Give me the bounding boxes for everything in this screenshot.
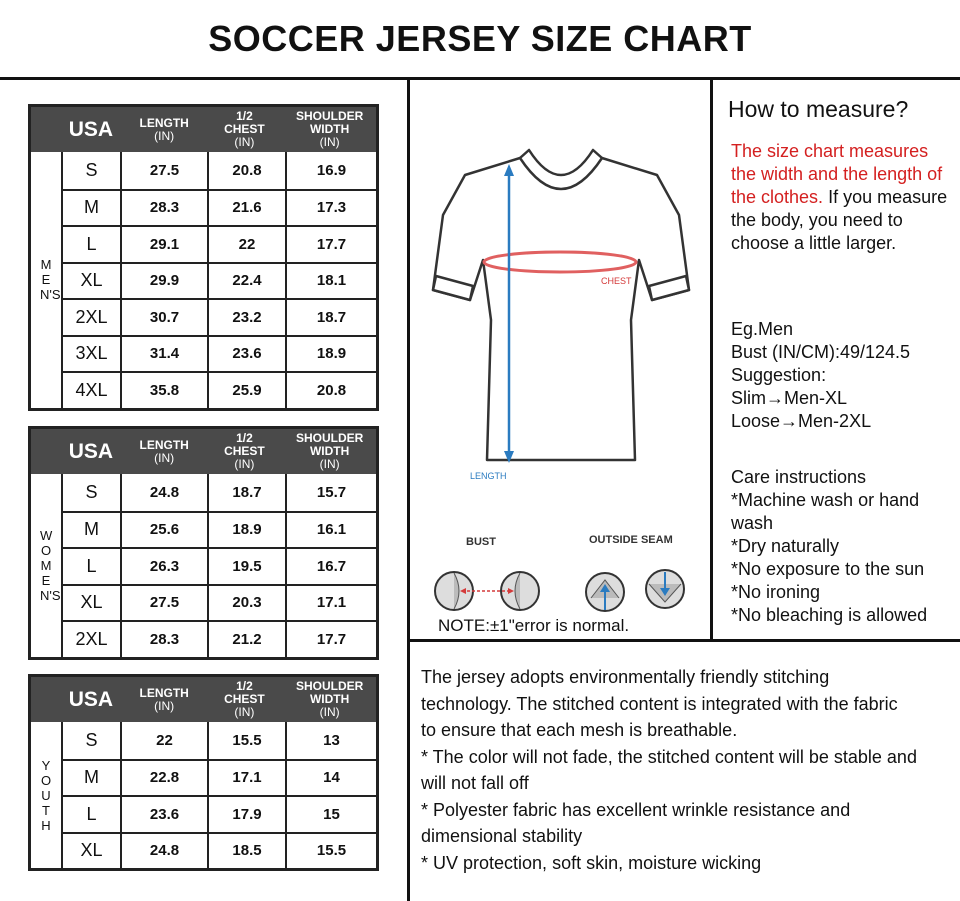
shoulder-cell: 17.3 bbox=[285, 191, 376, 226]
size-cell: M bbox=[84, 519, 99, 540]
top-divider bbox=[0, 77, 960, 80]
size-cell: 4XL bbox=[75, 379, 108, 400]
table-row bbox=[63, 795, 376, 832]
shoulder-cell: 17.1 bbox=[285, 586, 376, 621]
length-cell: 29.1 bbox=[120, 227, 207, 262]
chest-cell: 18.5 bbox=[207, 834, 285, 869]
chest-cell: 17.1 bbox=[207, 761, 285, 796]
chest-header-line: 1/2 bbox=[236, 109, 253, 123]
size-cell: L bbox=[86, 555, 97, 576]
size-cell: 3XL bbox=[75, 343, 108, 364]
fabric-description bbox=[421, 664, 951, 876]
usa-header: USA bbox=[68, 439, 114, 463]
table-header bbox=[31, 429, 376, 474]
bust-label: BUST bbox=[466, 536, 496, 548]
length-cell: 35.8 bbox=[120, 373, 207, 408]
shoulder-cell: 14 bbox=[285, 761, 376, 796]
description-line: * UV protection, soft skin, moisture wicking bbox=[421, 852, 762, 873]
table-row bbox=[63, 189, 376, 226]
chest-cell: 23.2 bbox=[207, 300, 285, 335]
length-label: LENGTH bbox=[470, 471, 507, 481]
example-line: Loose→Men-2XL bbox=[731, 411, 872, 431]
table-body bbox=[31, 152, 376, 408]
shoulder-header bbox=[283, 110, 376, 149]
table-rows bbox=[63, 474, 376, 657]
category-label-text: YOUTH bbox=[40, 757, 52, 833]
length-header-line: LENGTH bbox=[139, 115, 189, 130]
chest-header-line: (IN) bbox=[234, 705, 255, 719]
care-instructions bbox=[731, 466, 953, 627]
table-row bbox=[63, 547, 376, 584]
description-line: technology. The stitched content is integrated with the fabric bbox=[421, 693, 898, 714]
page-title: SOCCER JERSEY SIZE CHART bbox=[208, 18, 752, 59]
description-line: * Polyester fabric has excellent wrinkle resistance and bbox=[421, 799, 851, 820]
table-header bbox=[31, 677, 376, 722]
table-row bbox=[63, 225, 376, 262]
shoulder-header-line: WIDTH bbox=[309, 692, 350, 706]
care-line: *No exposure to the sun bbox=[731, 559, 925, 579]
category-label-text: MEN'S bbox=[40, 257, 61, 303]
shoulder-cell: 16.1 bbox=[285, 513, 376, 548]
length-header-line: LENGTH bbox=[139, 685, 189, 700]
length-cell: 22.8 bbox=[120, 761, 207, 796]
length-cell: 26.3 bbox=[120, 549, 207, 584]
shoulder-cell: 18.7 bbox=[285, 300, 376, 335]
size-cell: L bbox=[86, 803, 97, 824]
length-header-line: (IN) bbox=[154, 698, 175, 713]
chest-cell: 22 bbox=[207, 227, 285, 262]
shoulder-cell: 16.9 bbox=[285, 152, 376, 189]
length-cell: 28.3 bbox=[120, 191, 207, 226]
shoulder-cell: 17.7 bbox=[285, 227, 376, 262]
outside-seam-detail-icon bbox=[583, 566, 693, 614]
measure-red-text: The size chart measures the width and the length of the clothes. bbox=[731, 141, 943, 207]
table-row bbox=[63, 832, 376, 869]
chest-cell: 25.9 bbox=[207, 373, 285, 408]
chest-header-line: 1/2 bbox=[236, 679, 253, 693]
size-cell: S bbox=[85, 729, 98, 750]
shoulder-cell: 13 bbox=[285, 722, 376, 759]
size-cell: XL bbox=[80, 592, 103, 613]
table-row bbox=[63, 298, 376, 335]
shoulder-header bbox=[283, 432, 376, 471]
usa-header: USA bbox=[68, 687, 114, 711]
jersey-diagram bbox=[425, 140, 705, 490]
care-line: *Machine wash or hand wash bbox=[731, 490, 920, 533]
table-row bbox=[63, 722, 376, 759]
length-header bbox=[123, 439, 206, 465]
chest-cell: 18.7 bbox=[207, 474, 285, 511]
shoulder-header-line: SHOULDER bbox=[295, 431, 364, 445]
chest-header bbox=[206, 680, 284, 719]
table-row bbox=[63, 511, 376, 548]
example-line: Slim→Men-XL bbox=[731, 388, 848, 408]
table-header bbox=[31, 107, 376, 152]
category-label bbox=[31, 722, 63, 868]
table-row bbox=[63, 474, 376, 511]
example-line: Bust (IN/CM):49/124.5 bbox=[731, 342, 911, 362]
shoulder-header-line: (IN) bbox=[319, 705, 340, 719]
length-cell: 27.5 bbox=[120, 152, 207, 189]
shoulder-header-line: WIDTH bbox=[309, 444, 350, 458]
table-body bbox=[31, 722, 376, 868]
table-row bbox=[63, 620, 376, 657]
size-table bbox=[28, 674, 379, 871]
shoulder-header-line: (IN) bbox=[319, 457, 340, 471]
length-header-line: LENGTH bbox=[139, 437, 189, 452]
care-line: *Dry naturally bbox=[731, 536, 840, 556]
how-to-title: How to measure? bbox=[728, 96, 909, 122]
shoulder-header-line: SHOULDER bbox=[295, 679, 364, 693]
chest-header-line: (IN) bbox=[234, 135, 255, 149]
shoulder-cell: 20.8 bbox=[285, 373, 376, 408]
chest-cell: 21.6 bbox=[207, 191, 285, 226]
chest-cell: 20.3 bbox=[207, 586, 285, 621]
chest-header-line: CHEST bbox=[224, 444, 265, 458]
table-row bbox=[63, 152, 376, 189]
length-cell: 24.8 bbox=[120, 474, 207, 511]
care-line: *No ironing bbox=[731, 582, 821, 602]
size-cell: 2XL bbox=[75, 306, 108, 327]
left-divider bbox=[407, 77, 410, 901]
shoulder-cell: 18.1 bbox=[285, 264, 376, 299]
size-cell: 2XL bbox=[75, 628, 108, 649]
length-cell: 28.3 bbox=[120, 622, 207, 657]
table-body bbox=[31, 474, 376, 657]
length-header-line: (IN) bbox=[154, 450, 175, 465]
jersey-outline bbox=[433, 158, 689, 460]
chest-label: CHEST bbox=[601, 276, 632, 286]
note-text: NOTE:±1"error is normal. bbox=[438, 616, 630, 635]
size-cell: M bbox=[84, 767, 99, 788]
shoulder-cell: 16.7 bbox=[285, 549, 376, 584]
description-line: The jersey adopts environmentally friendly stitching bbox=[421, 667, 830, 687]
chest-cell: 20.8 bbox=[207, 152, 285, 189]
length-cell: 22 bbox=[120, 722, 207, 759]
right-divider bbox=[710, 77, 713, 640]
chest-header-line: (IN) bbox=[234, 457, 255, 471]
size-table bbox=[28, 104, 379, 411]
middle-divider bbox=[407, 639, 960, 642]
usa-header: USA bbox=[68, 117, 114, 141]
size-cell: XL bbox=[80, 840, 103, 861]
description-line: to ensure that each mesh is breathable. bbox=[421, 720, 738, 740]
length-header-line: (IN) bbox=[154, 128, 175, 143]
shoulder-cell: 15 bbox=[285, 797, 376, 832]
size-cell: S bbox=[85, 481, 98, 502]
size-cell: XL bbox=[80, 270, 103, 291]
length-cell: 30.7 bbox=[120, 300, 207, 335]
length-cell: 25.6 bbox=[120, 513, 207, 548]
measure-instructions bbox=[731, 140, 951, 255]
table-row bbox=[63, 262, 376, 299]
length-cell: 23.6 bbox=[120, 797, 207, 832]
shoulder-header-line: (IN) bbox=[319, 135, 340, 149]
chest-cell: 22.4 bbox=[207, 264, 285, 299]
length-header bbox=[123, 117, 206, 143]
length-header bbox=[123, 687, 206, 713]
category-label bbox=[31, 152, 63, 408]
shoulder-header-line: SHOULDER bbox=[295, 109, 364, 123]
category-label-text: WOMEN'S bbox=[40, 527, 61, 603]
chest-cell: 23.6 bbox=[207, 337, 285, 372]
length-cell: 29.9 bbox=[120, 264, 207, 299]
chest-header-line: 1/2 bbox=[236, 431, 253, 445]
measure-black-text: If you measure the body, you need to choose a little larger. bbox=[731, 187, 948, 253]
length-cell: 31.4 bbox=[120, 337, 207, 372]
shoulder-cell: 15.5 bbox=[285, 834, 376, 869]
bust-detail-icon bbox=[432, 568, 542, 614]
description-line: * The color will not fade, the stitched content will be stable and bbox=[421, 746, 917, 767]
example-block bbox=[731, 318, 951, 433]
chest-cell: 18.9 bbox=[207, 513, 285, 548]
chest-cell: 19.5 bbox=[207, 549, 285, 584]
shoulder-cell: 18.9 bbox=[285, 337, 376, 372]
size-table bbox=[28, 426, 379, 660]
chest-header-line: CHEST bbox=[224, 122, 265, 136]
table-row bbox=[63, 584, 376, 621]
care-title: Care instructions bbox=[731, 467, 867, 487]
size-cell: L bbox=[86, 233, 97, 254]
length-cell: 24.8 bbox=[120, 834, 207, 869]
size-cell: M bbox=[84, 197, 99, 218]
length-cell: 27.5 bbox=[120, 586, 207, 621]
table-rows bbox=[63, 722, 376, 868]
shoulder-header bbox=[283, 680, 376, 719]
table-row bbox=[63, 335, 376, 372]
table-row bbox=[63, 371, 376, 408]
outside-seam-label: OUTSIDE SEAM bbox=[589, 534, 673, 546]
size-cell: S bbox=[85, 159, 98, 180]
table-rows bbox=[63, 152, 376, 408]
description-line: dimensional stability bbox=[421, 826, 583, 846]
shoulder-cell: 17.7 bbox=[285, 622, 376, 657]
chest-header bbox=[206, 432, 284, 471]
table-row bbox=[63, 759, 376, 796]
chest-cell: 21.2 bbox=[207, 622, 285, 657]
description-line: will not fall off bbox=[421, 773, 529, 793]
chest-header bbox=[206, 110, 284, 149]
shoulder-header-line: WIDTH bbox=[309, 122, 350, 136]
example-line: Eg.Men bbox=[731, 319, 794, 339]
chest-cell: 17.9 bbox=[207, 797, 285, 832]
shoulder-cell: 15.7 bbox=[285, 474, 376, 511]
chest-cell: 15.5 bbox=[207, 722, 285, 759]
chest-header-line: CHEST bbox=[224, 692, 265, 706]
example-line: Suggestion: bbox=[731, 365, 827, 385]
category-label bbox=[31, 474, 63, 657]
care-line: *No bleaching is allowed bbox=[731, 605, 928, 625]
